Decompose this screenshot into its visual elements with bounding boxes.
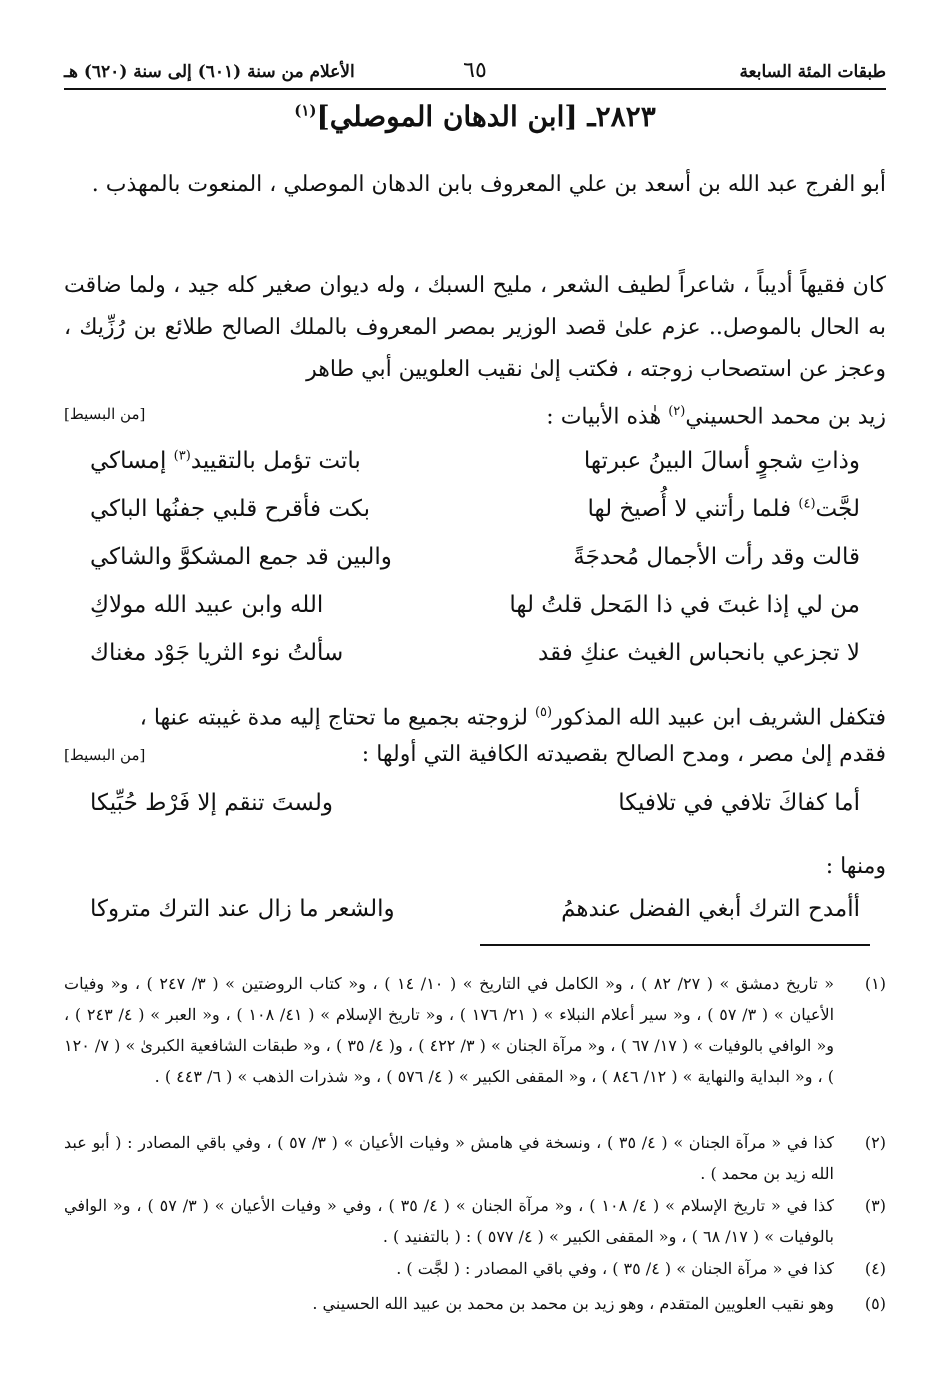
header-divider	[64, 88, 886, 90]
footnote-number: (١)	[864, 974, 886, 993]
hemistich-first: أما كفاكَ تلافي في تلافيكا	[618, 790, 860, 816]
entry-title-text: ٢٨٢٣ـ [ابن الدهان الموصلي]	[316, 100, 656, 133]
paragraph-sponsorship-line2: فقدم إلىٰ مصر ، ومدح الصالح بقصيدته الكافية التي أولها :	[361, 742, 886, 767]
text-run: هٰذه الأبيات :	[546, 404, 669, 430]
range-title: الأعلام من سنة (٦٠١) إلى سنة (٦٢٠) هـ	[64, 62, 355, 82]
footnote	[64, 1190, 886, 1252]
footnote-text: كذا في « مرآة الجنان » ( ٤/ ٣٥ ) ، وفي باقي المصادر : ( لجَّت ) .	[396, 1259, 834, 1278]
hemistich-second: والشعر ما زال عند الترك متروكا	[90, 896, 395, 922]
hemistich-second: الله وابن عبيد الله مولاكِ	[90, 592, 324, 618]
running-header	[64, 52, 886, 86]
paragraph-biography: كان فقيهاً أديباً ، شاعراً لطيف الشعر ، مليح السبك ، وله ديوان صغير كله جيد ، ولما ضاقت به الحال بالموصل.. عزم علىٰ قصد الوزير بمصر المعروف بالملك الصالح طلائع بن رُزِّيك ، وعجز عن استصحاب زوجته ، فكتب إلىٰ نقيب العلويين أبي طاهر	[64, 273, 886, 382]
hemistich-second: ولستَ تنقم إلا فَرْط حُبِّيكا	[90, 790, 334, 816]
footnote	[64, 1127, 886, 1189]
text-run: فتكفل الشريف ابن عبيد الله المذكور	[552, 705, 886, 731]
footnote-number: (٥)	[864, 1294, 886, 1313]
minha-label: ومنها :	[825, 854, 886, 879]
footnote	[64, 968, 886, 1092]
entry-title	[64, 100, 886, 133]
meter-label: [من البسيط]	[64, 405, 146, 423]
hemistich-first: قالت وقد رأت الأجمال مُحدجَةً	[573, 544, 860, 570]
verse-line	[90, 496, 860, 544]
meter-label: [من البسيط]	[64, 746, 146, 764]
name-text: زيد بن محمد الحسيني	[685, 404, 886, 430]
footnote-ref: (٢)	[668, 404, 686, 419]
verse-end-rule	[480, 944, 870, 946]
paragraph-biography-last	[546, 391, 886, 438]
hemistich-first: لا تجزعي بانحباس الغيث عنكِ فقد	[538, 640, 860, 666]
text-run: لزوجته بجميع ما تحتاج إليه مدة غيبته عنها ،	[139, 705, 535, 731]
verse-line	[90, 544, 860, 592]
verse-line	[90, 640, 860, 688]
footnote-ref: (٣)	[173, 448, 191, 464]
hemistich-second: والبين قد جمع المشكوَّ والشاكي	[90, 544, 392, 570]
footnote-text: وهو نقيب العلويين المتقدم ، وهو زيد بن محمد بن محمد بن عبيد الله الحسيني .	[312, 1294, 834, 1313]
footnote-ref: (٥)	[534, 705, 553, 720]
hemistich-first: أأمدح الترك أبغي الفضل عندهمُ	[561, 896, 860, 922]
footnote-text: كذا في « تاريخ الإسلام » ( ٤/ ١٠٨ ) ، و« مرآة الجنان » ( ٤/ ٣٥ ) ، وفي « وفيات الأعيان » ( ٣/ ٥٧ ) ، و« الوافي بالوفيات » ( ١٧/ ٦٨ ) ، و« المقفى الكبير » ( ٤/ ٥٧٧ ) : ( بالتفنيد ) .	[64, 1196, 835, 1246]
footnote-ref: (١)	[294, 101, 317, 120]
hemistich-second: سألتُ نوء الثريا جَوْد مغناك	[90, 640, 344, 666]
footnote-text: كذا في « مرآة الجنان » ( ٤/ ٣٥ ) ، ونسخة في هامش « وفيات الأعيان » ( ٣/ ٥٧ ) ، وفي باقي المصادر : ( أبو عبد الله زيد بن محمد ) .	[64, 1133, 834, 1183]
hemistich-first: وذاتِ شجوٍ أسالَ البينُ عبرتها	[583, 448, 860, 474]
paragraph-sponsorship	[64, 692, 886, 739]
paragraph-intro: أبو الفرج عبد الله بن أسعد بن علي المعروف بابن الدهان الموصلي ، المنعوت بالمهذب .	[91, 172, 886, 197]
verse-line	[90, 896, 860, 944]
book-section-title: طبقات المئة السابعة	[739, 62, 886, 82]
hemistich-first	[587, 496, 860, 522]
text-run: فلما رأتني لا أُصيخ لها	[587, 496, 799, 522]
footnote	[64, 1288, 886, 1319]
verse-line	[90, 448, 860, 496]
hemistich-second	[90, 448, 361, 474]
footnote-text: « تاريخ دمشق » ( ٢٧/ ٨٢ ) ، و« الكامل في التاريخ » ( ١٠/ ١٤ ) ، و« كتاب الروضتين » ( ٣/ ٢٤٧ ) ، و« وفيات الأعيان » ( ٣/ ٥٧ ) ، و« سير أعلام النبلاء » ( ٢١/ ١٧٦ ) ، و« تاريخ الإسلام » ( ٤١/ ١٠٨ ) ، و« العبر » ( ٤/ ٢٤٣ ) ، و« الوافي بالوفيات » ( ١٧/ ٦٧ ) ، و« مرآة الجنان » ( ٣/ ٤٢٢ ) ، و( ٤/ ٣٥ ) ، و« طبقات الشافعية الكبرىٰ » ( ٧/ ١٢٠ ) ، و« البداية والنهاية » ( ١٢/ ٨٤٦ ) ، و« المقفى الكبير » ( ٤/ ٥٧٦ ) ، و« شذرات الذهب » ( ٦/ ٤٤٣ ) .	[64, 974, 835, 1086]
footnote	[64, 1253, 886, 1284]
text-run: إمساكي	[90, 448, 174, 474]
page-number: ٦٥	[463, 58, 487, 83]
footnote-number: (٤)	[864, 1259, 886, 1278]
hemistich-first: من لي إذا غبتَ في ذا المَحل قلتُ لها	[509, 592, 860, 618]
text-run: لجَّت	[815, 496, 860, 522]
footnote-number: (٣)	[864, 1196, 886, 1215]
verse-line	[90, 592, 860, 640]
text-run: باتت تؤمل بالتقييد	[190, 448, 361, 474]
hemistich-second: بكت فأقرح قلبي جفنُها الباكي	[90, 496, 371, 522]
footnote-ref: (٤)	[798, 496, 816, 512]
footnote-number: (٢)	[864, 1133, 886, 1152]
verse-line	[90, 790, 860, 838]
